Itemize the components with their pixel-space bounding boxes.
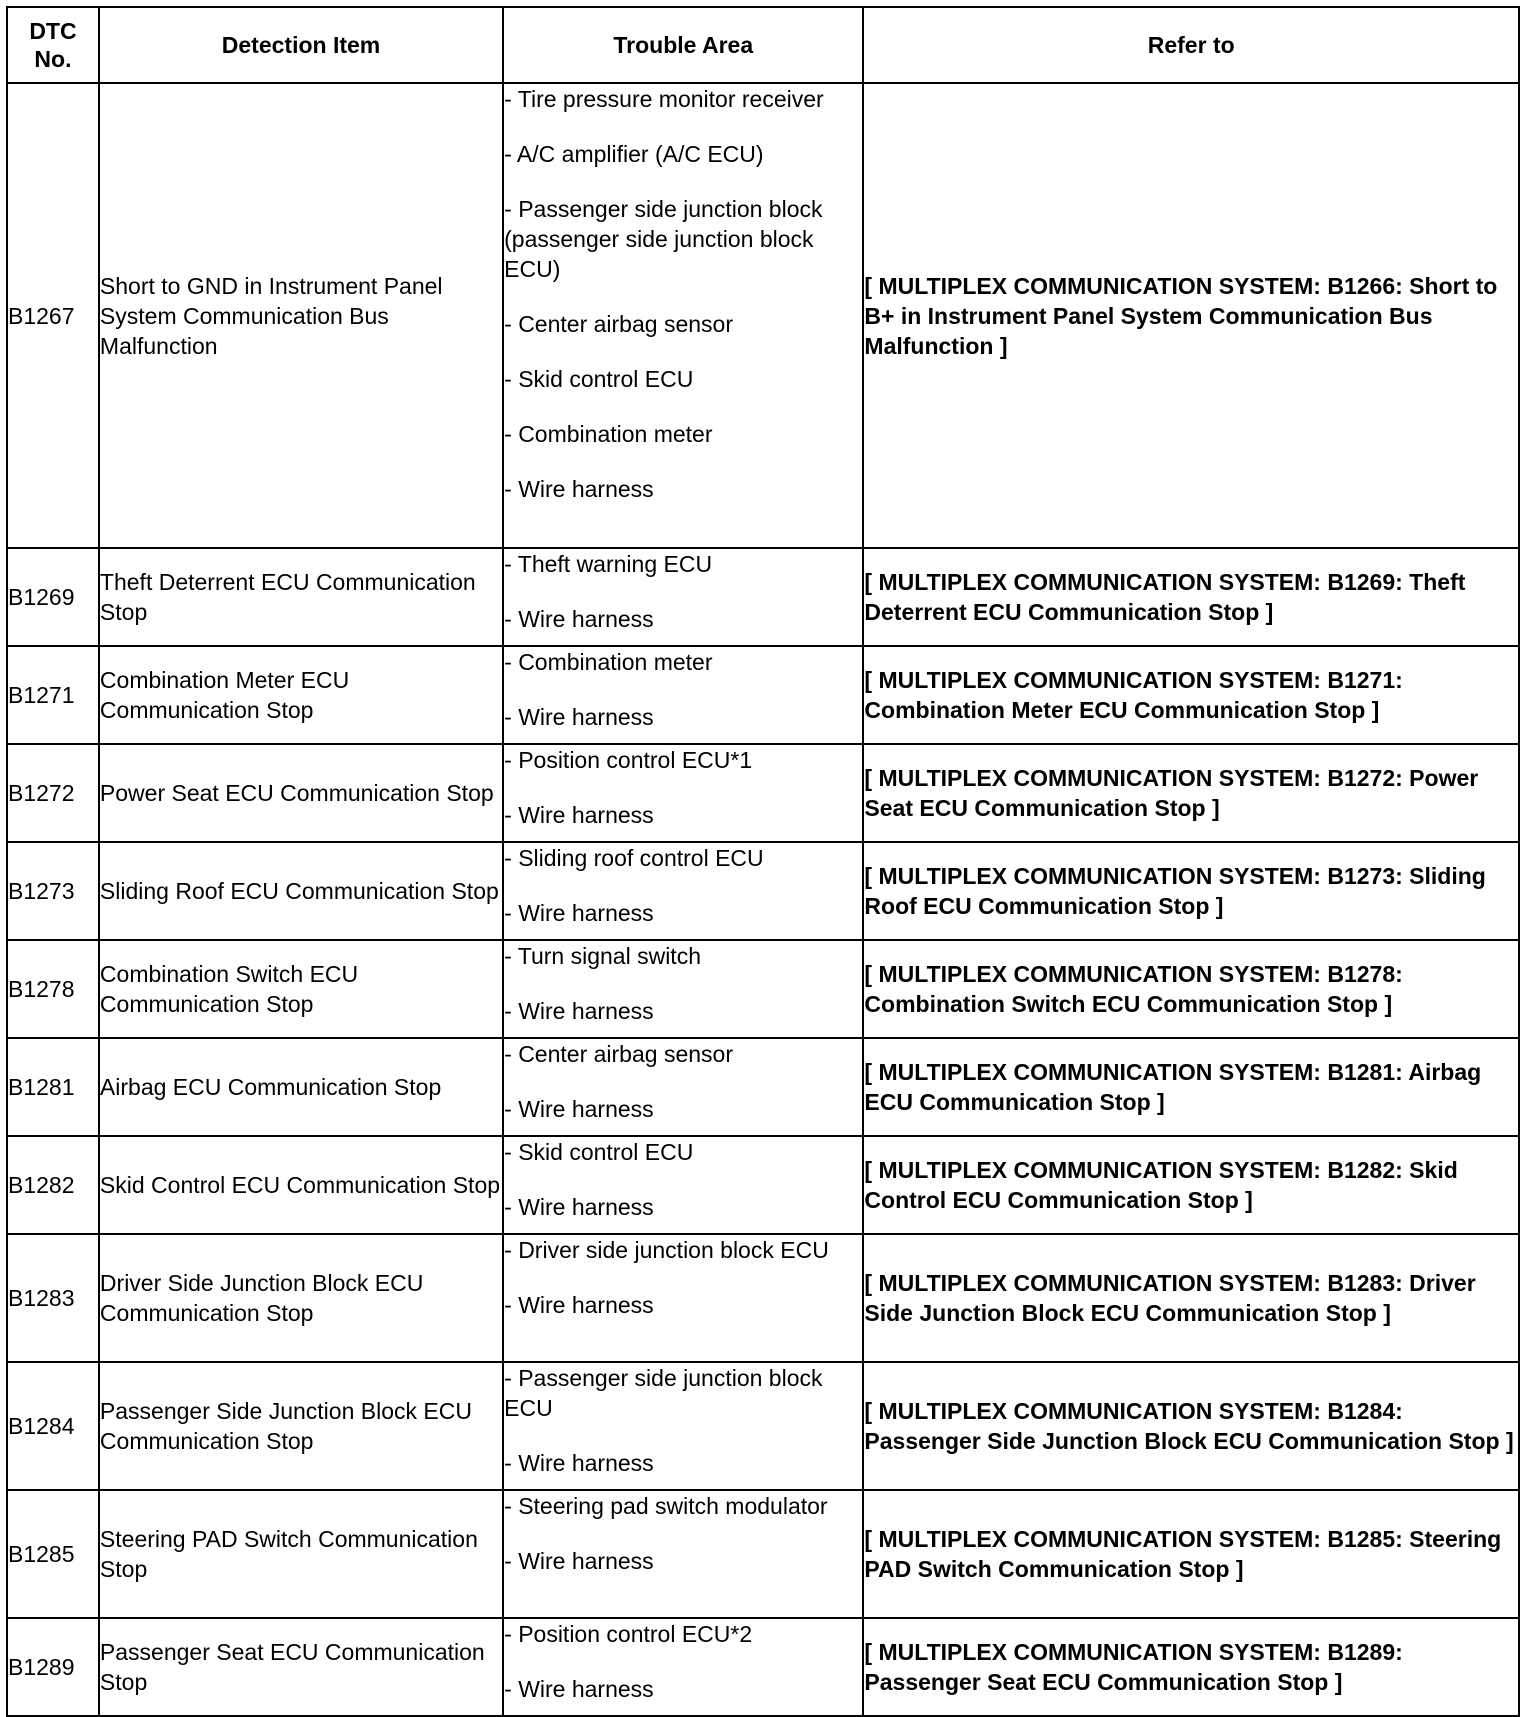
detection-item: Power Seat ECU Communication Stop	[99, 744, 503, 842]
detection-item: Airbag ECU Communication Stop	[99, 1038, 503, 1136]
refer-to-link[interactable]: [ MULTIPLEX COMMUNICATION SYSTEM: B1283: Driver Side Junction Block ECU Communication Stop ]	[863, 1234, 1519, 1362]
detection-item: Steering PAD Switch Communication Stop	[99, 1490, 503, 1618]
trouble-area-item: - Wire harness	[504, 1096, 654, 1122]
trouble-area-item: - Center airbag sensor	[504, 311, 733, 337]
detection-item: Driver Side Junction Block ECU Communication Stop	[99, 1234, 503, 1362]
detection-item: Short to GND in Instrument Panel System Communication Bus Malfunction	[99, 83, 503, 548]
dtc-code: B1285	[7, 1490, 99, 1618]
trouble-area	[503, 1136, 863, 1234]
trouble-area	[503, 1362, 863, 1490]
table-row	[7, 1234, 1519, 1362]
detection-item: Sliding Roof ECU Communication Stop	[99, 842, 503, 940]
table-row	[7, 1362, 1519, 1490]
refer-to-link[interactable]: [ MULTIPLEX COMMUNICATION SYSTEM: B1278: Combination Switch ECU Communication Stop ]	[863, 940, 1519, 1038]
header-trouble-area: Trouble Area	[503, 7, 863, 83]
trouble-area-item: - Center airbag sensor	[504, 1041, 733, 1067]
dtc-code: B1283	[7, 1234, 99, 1362]
refer-to-link[interactable]: [ MULTIPLEX COMMUNICATION SYSTEM: B1272: Power Seat ECU Communication Stop ]	[863, 744, 1519, 842]
header-row	[7, 7, 1519, 83]
refer-to-link[interactable]: [ MULTIPLEX COMMUNICATION SYSTEM: B1271: Combination Meter ECU Communication Stop ]	[863, 646, 1519, 744]
table-row	[7, 1136, 1519, 1234]
table-row	[7, 1038, 1519, 1136]
table-row	[7, 744, 1519, 842]
refer-to-link[interactable]: [ MULTIPLEX COMMUNICATION SYSTEM: B1284: Passenger Side Junction Block ECU Communication Stop ]	[863, 1362, 1519, 1490]
trouble-area	[503, 646, 863, 744]
trouble-area-item: - Wire harness	[504, 1548, 654, 1574]
trouble-area-item: - Skid control ECU	[504, 1139, 694, 1165]
trouble-area-item: - Wire harness	[504, 704, 654, 730]
trouble-area-item: - Combination meter	[504, 421, 713, 447]
dtc-code: B1282	[7, 1136, 99, 1234]
trouble-area	[503, 1038, 863, 1136]
trouble-area-item: - Driver side junction block ECU	[504, 1237, 829, 1263]
detection-item: Passenger Seat ECU Communication Stop	[99, 1618, 503, 1716]
table-row	[7, 842, 1519, 940]
table-row	[7, 646, 1519, 744]
detection-item: Combination Meter ECU Communication Stop	[99, 646, 503, 744]
trouble-area	[503, 1234, 863, 1362]
dtc-code: B1289	[7, 1618, 99, 1716]
dtc-code: B1272	[7, 744, 99, 842]
trouble-area-item: - Position control ECU*2	[504, 1621, 753, 1647]
dtc-table	[6, 6, 1520, 1717]
trouble-area	[503, 1490, 863, 1618]
table-row	[7, 1618, 1519, 1716]
trouble-area-item: - Passenger side junction block (passenger side junction block ECU)	[504, 196, 823, 282]
trouble-area-item: - Wire harness	[504, 476, 654, 502]
refer-to-link[interactable]: [ MULTIPLEX COMMUNICATION SYSTEM: B1282: Skid Control ECU Communication Stop ]	[863, 1136, 1519, 1234]
trouble-area-item: - Sliding roof control ECU	[504, 845, 764, 871]
refer-to-link[interactable]: [ MULTIPLEX COMMUNICATION SYSTEM: B1285: Steering PAD Switch Communication Stop ]	[863, 1490, 1519, 1618]
trouble-area-item: - Skid control ECU	[504, 366, 694, 392]
trouble-area	[503, 842, 863, 940]
trouble-area	[503, 1618, 863, 1716]
trouble-area-item: - Steering pad switch modulator	[504, 1493, 828, 1519]
header-dtc-no: DTC No.	[7, 7, 99, 83]
trouble-area-item: - Wire harness	[504, 900, 654, 926]
trouble-area-item: - A/C amplifier (A/C ECU)	[504, 141, 764, 167]
detection-item: Skid Control ECU Communication Stop	[99, 1136, 503, 1234]
header-detection-item: Detection Item	[99, 7, 503, 83]
dtc-code: B1271	[7, 646, 99, 744]
trouble-area	[503, 940, 863, 1038]
trouble-area-item: - Wire harness	[504, 998, 654, 1024]
trouble-area-item: - Tire pressure monitor receiver	[504, 86, 824, 112]
table-row	[7, 940, 1519, 1038]
detection-item: Passenger Side Junction Block ECU Communication Stop	[99, 1362, 503, 1490]
trouble-area-item: - Passenger side junction block ECU	[504, 1365, 823, 1421]
dtc-code: B1284	[7, 1362, 99, 1490]
trouble-area-item: - Combination meter	[504, 649, 713, 675]
dtc-code: B1281	[7, 1038, 99, 1136]
trouble-area-item: - Wire harness	[504, 1292, 654, 1318]
refer-to-link[interactable]: [ MULTIPLEX COMMUNICATION SYSTEM: B1289: Passenger Seat ECU Communication Stop ]	[863, 1618, 1519, 1716]
detection-item: Combination Switch ECU Communication Stop	[99, 940, 503, 1038]
dtc-code: B1267	[7, 83, 99, 548]
trouble-area-item: - Turn signal switch	[504, 943, 701, 969]
trouble-area	[503, 744, 863, 842]
trouble-area-item: - Wire harness	[504, 1194, 654, 1220]
dtc-code: B1273	[7, 842, 99, 940]
trouble-area	[503, 83, 863, 548]
refer-to-link[interactable]: [ MULTIPLEX COMMUNICATION SYSTEM: B1281: Airbag ECU Communication Stop ]	[863, 1038, 1519, 1136]
refer-to-link[interactable]: [ MULTIPLEX COMMUNICATION SYSTEM: B1269: Theft Deterrent ECU Communication Stop ]	[863, 548, 1519, 646]
detection-item: Theft Deterrent ECU Communication Stop	[99, 548, 503, 646]
trouble-area-item: - Wire harness	[504, 1676, 654, 1702]
table-row	[7, 548, 1519, 646]
header-refer-to: Refer to	[863, 7, 1519, 83]
table-row	[7, 1490, 1519, 1618]
trouble-area-item: - Wire harness	[504, 802, 654, 828]
trouble-area-item: - Wire harness	[504, 606, 654, 632]
table-row	[7, 83, 1519, 548]
refer-to-link[interactable]: [ MULTIPLEX COMMUNICATION SYSTEM: B1273: Sliding Roof ECU Communication Stop ]	[863, 842, 1519, 940]
trouble-area-item: - Position control ECU*1	[504, 747, 753, 773]
trouble-area-item: - Wire harness	[504, 1450, 654, 1476]
dtc-code: B1269	[7, 548, 99, 646]
refer-to-link[interactable]: [ MULTIPLEX COMMUNICATION SYSTEM: B1266: Short to B+ in Instrument Panel System Communication Bus Malfunction ]	[863, 83, 1519, 548]
trouble-area	[503, 548, 863, 646]
dtc-code: B1278	[7, 940, 99, 1038]
trouble-area-item: - Theft warning ECU	[504, 551, 713, 577]
